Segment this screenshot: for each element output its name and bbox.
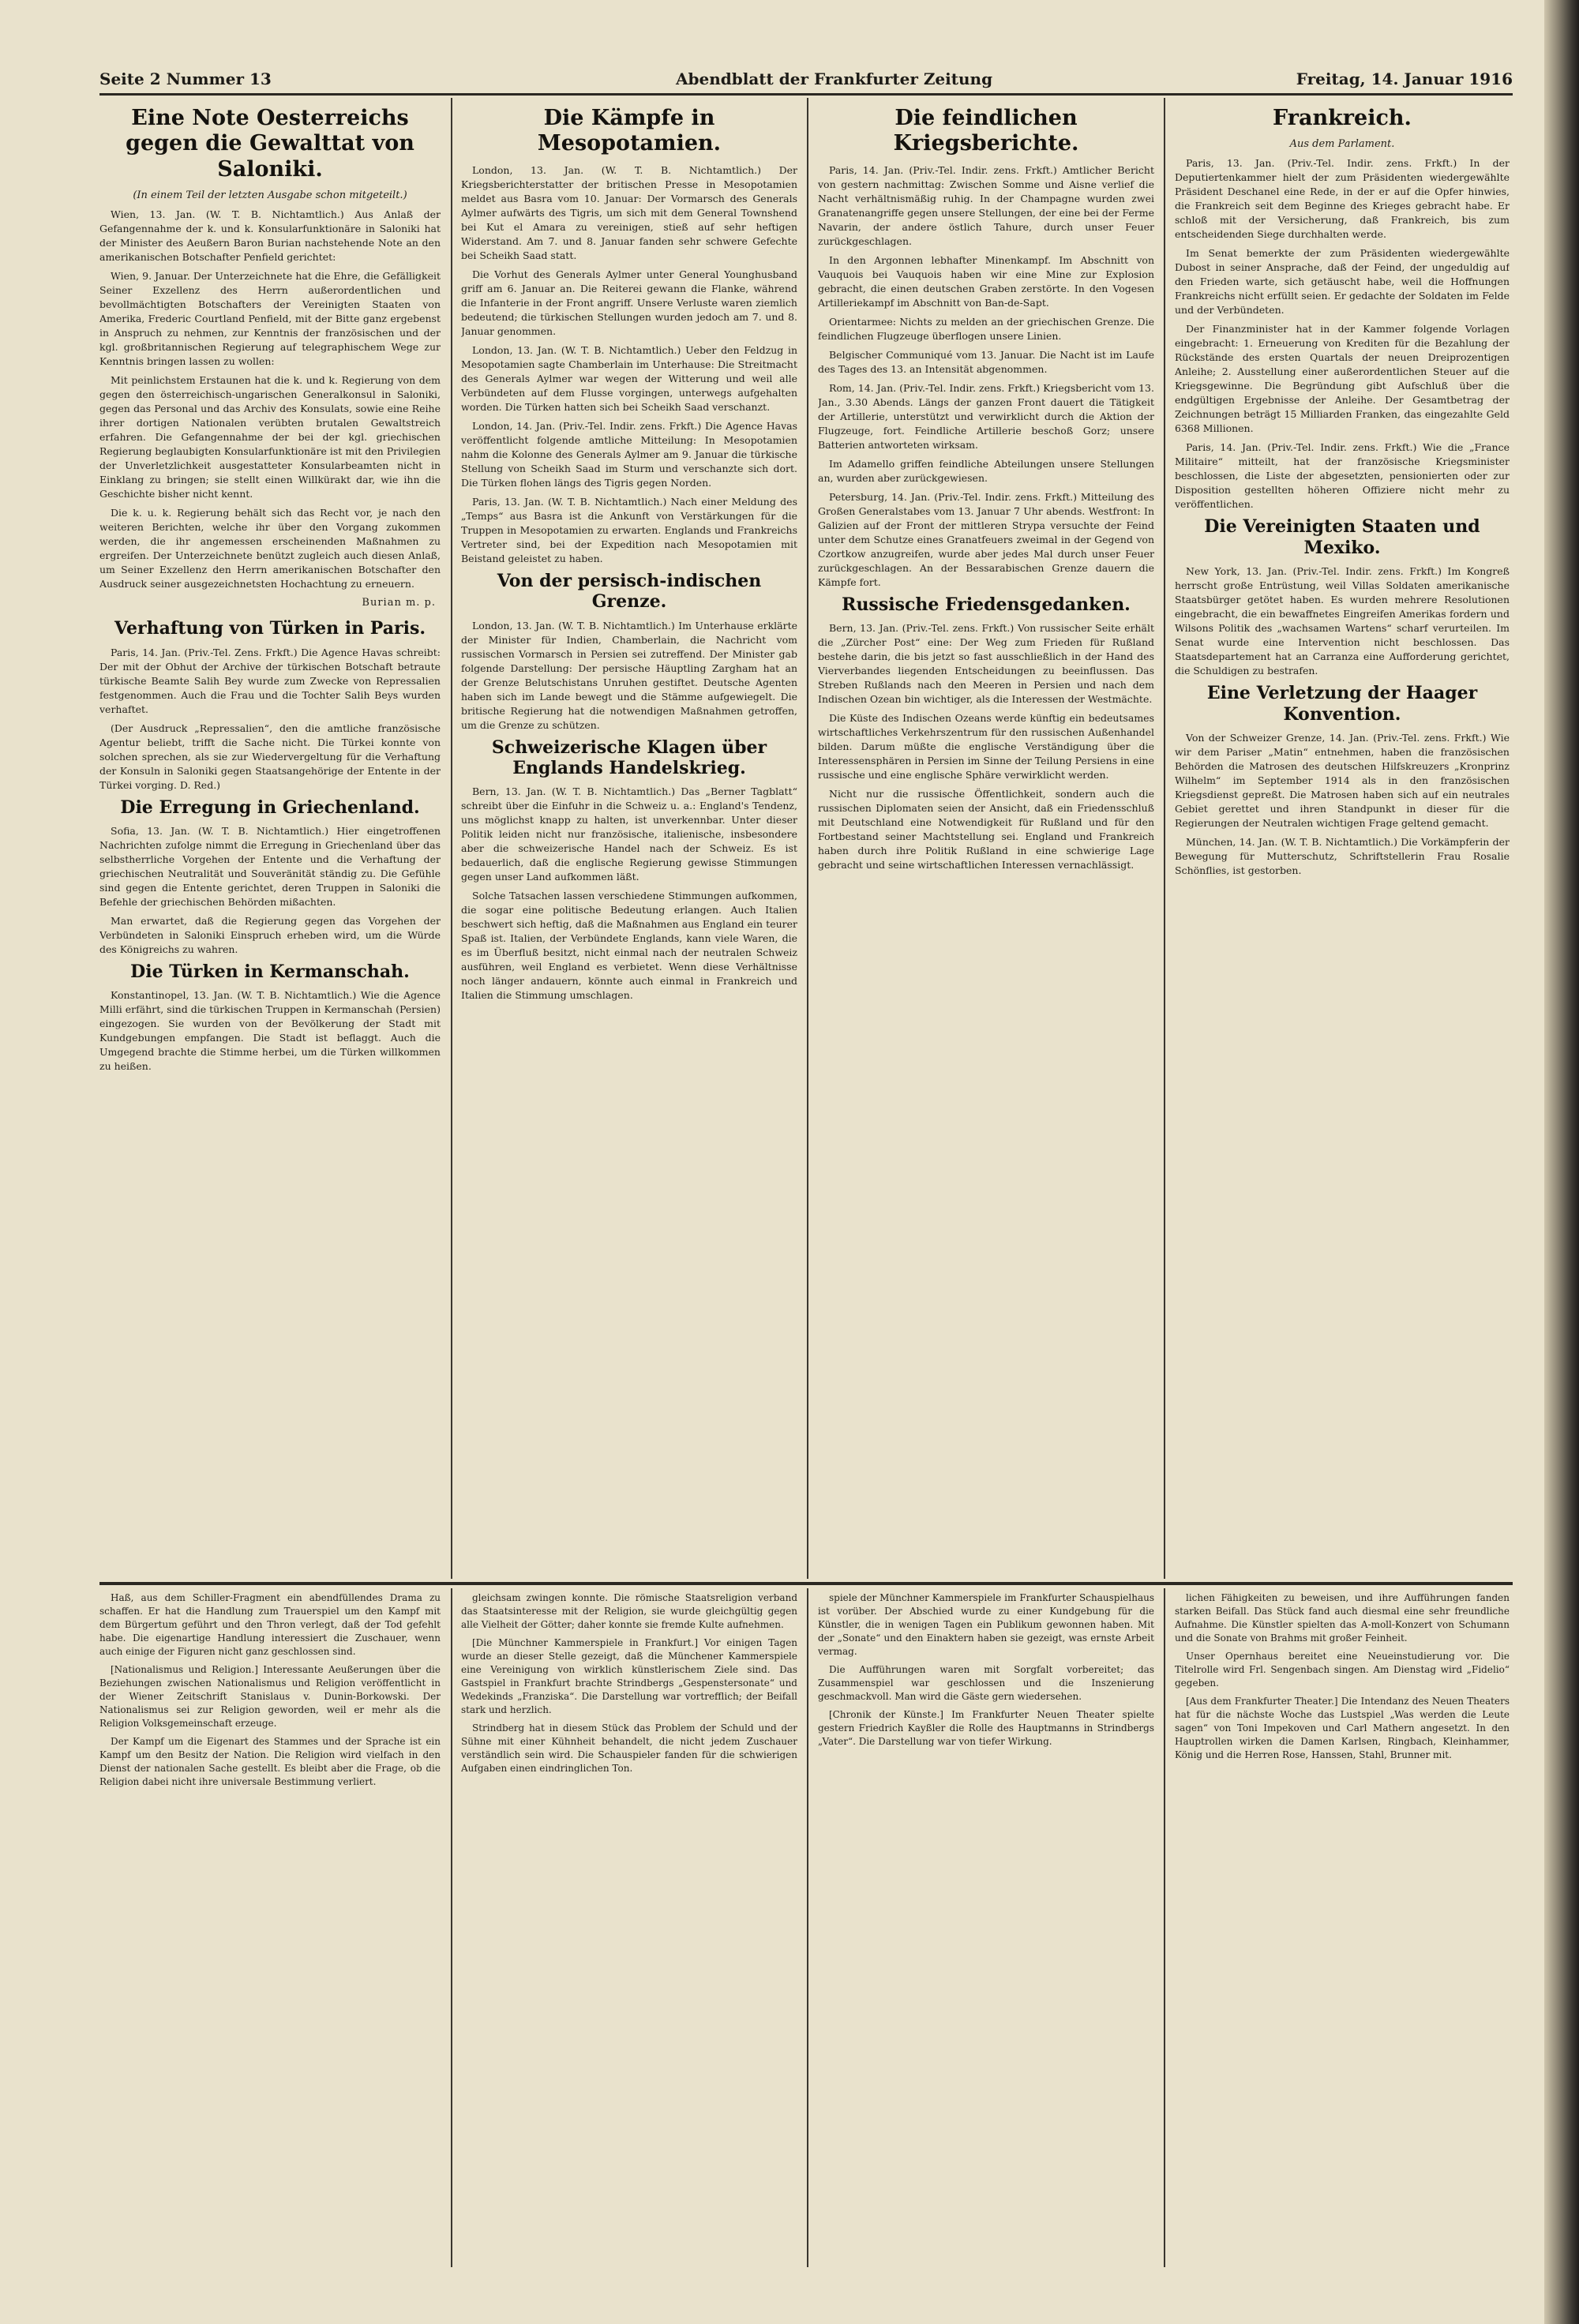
feuilleton-separator: [451, 1588, 452, 2267]
article: [99, 618, 441, 792]
column-1: [99, 101, 441, 1577]
article-paragraph: Solche Tatsachen lassen verschiedene Stimmungen aufkommen, die sogar eine politische Bedeutung erlangen. Auch Italien beschwert sich heftig, daß die Maßnahmen aus England ein teurer Spaß ist. Italien, der Verbündete Englands, kann viele Waren, die es im Überfluß besitzt, nicht einmal nach der neutralen Schweiz ausführen, weil England es verbietet. Wenn diese Verhältnisse noch länger andauern, könnte auch einmal in Frankreich und Italien die Stimmung umschlagen.: [461, 890, 797, 1002]
feuilleton-paragraph: Strindberg hat in diesem Stück das Problem der Schuld und der Sühne mit einer Kühnheit behandelt, die nicht jedem Zuschauer verständlich sein wird. Die Schauspieler fanden für die schwierigen Aufgaben einen eindringlichen Ton.: [461, 1722, 797, 1774]
article-paragraph: Im Senat bemerkte der zum Präsidenten wiedergewählte Dubost in seiner Ansprache, daß der Feind, der ungeduldig auf den Frieden warte, sich getäuscht habe, weil die Hoffnungen Frankreichs nicht erfüllt seien. Er gedachte der Soldaten im Felde und der Verbündeten.: [1175, 247, 1510, 317]
column-2: [461, 101, 797, 1577]
article-paragraph: Man erwartet, daß die Regierung gegen das Vorgehen der Verbündeten in Saloniki Einspruch erheben wird, um die Würde des Königreichs zu wahren.: [99, 914, 441, 955]
feuilleton-column-4: [1175, 1591, 1510, 2262]
article-paragraph: Paris, 14. Jan. (Priv.-Tel. Indir. zens. Frkft.) Wie die „France Militaire“ mitteilt, hat der französische Kriegsminister beschlossen, die Liste der abgesetzten, pensionierten oder zur Disposition gestellten höheren Offiziere nicht mehr zu veröffentlichen.: [1175, 441, 1510, 511]
article-headline: Die Vereinigten Staaten und Mexiko.: [1204, 516, 1480, 558]
feuilleton-column-2: [461, 1591, 797, 2262]
article-headline: Verhaftung von Türken in Paris.: [114, 618, 426, 639]
article-paragraph: London, 13. Jan. (W. T. B. Nichtamtlich.) Im Unterhause erklärte der Minister für Indien, Chamberlain, die Nachricht vom russischen Vormarsch in Persien sei zutreffend. Der Minister gab folgende Darstellung: Der persische Häuptling Zargham hat an der Grenze Belutschistans Unruhen gestiftet. Deutsche Agenten haben sich im Lande bewegt und die Stämme aufgewiegelt. Die britische Regierung hat die notwendigen Maßnahmen getroffen, um die Grenze zu schützen.: [461, 619, 797, 731]
article-headline: Die Türken in Kermanschah.: [130, 961, 410, 982]
article-paragraph: Von der Schweizer Grenze, 14. Jan. (Priv.-Tel. zens. Frkft.) Wie wir dem Pariser „Matin“ entnehmen, haben die französischen Behörden die Matrosen des deutschen Hilfskreuzers „Kronprinz Wilhelm“ im September 1914 als in den französischen Kriegsdienst gepreßt. Die Matrosen haben sich auf ein neutrales Gebiet gerettet und ihren Standpunkt in dieser für die Regierungen der Neutralen wichtigen Frage geltend gemacht.: [1175, 731, 1510, 829]
article-paragraph: London, 13. Jan. (W. T. B. Nichtamtlich.) Ueber den Feldzug in Mesopotamien sagte Chamberlain im Unterhause: Die Streitmacht des Generals Aylmer war wegen der Witterung und weil alle Verbündeten auf dem Flusse vorgingen, unterwegs aufgehalten worden. Die Türken hatten sich bei Scheikh Saad verschanzt.: [461, 343, 797, 413]
article-paragraph: Petersburg, 14. Jan. (Priv.-Tel. Indir. zens. Frkft.) Mitteilung des Großen Generalstabes vom 13. Januar 7 Uhr abends. Westfront: In Galizien auf der Front der mittleren Strypa versuchte der Feind unter dem Schutze eines Granatfeuers zweimal in der Gegend von Czortkow anzugreifen, wurde aber jedes Mal durch unser Feuer zurückgeschlagen. An der Bessarabischen Grenze dauern die Kämpfe fort.: [818, 490, 1154, 588]
article-paragraph: Belgischer Communiqué vom 13. Januar. Die Nacht ist im Laufe des Tages des 13. an Intensität abgenommen.: [818, 348, 1154, 375]
article: [818, 106, 1154, 590]
article-paragraph: Bern, 13. Jan. (Priv.-Tel. zens. Frkft.) Von russischer Seite erhält die „Zürcher Post“ eine: Der Weg zum Frieden für Rußland bestehe darin, die bis jetzt so fast ausschließlich in der Hand des Vierverbandes liegenden Entscheidungen zu beeinflussen. Das Streben Rußlands nach den Meeren in Persien und nach dem Indischen Ozean bin wichtiger, als die Interessen der Westmächte.: [818, 622, 1154, 706]
article-paragraph: Nicht nur die russische Öffentlichkeit, sondern auch die russischen Diplomaten seien der Ansicht, daß ein Friedensschluß mit Deutschland eine Notwendigkeit für Rußland und für den Fortbestand seiner Machtstellung sei. England und Frankreich haben durch ihre Politik Rußland in eine schwierige Lage gebracht und seine wirtschaftlichen Interessen vernachlässigt.: [818, 788, 1154, 872]
feuilleton-paragraph: Die Aufführungen waren mit Sorgfalt vorbereitet; das Zusammenspiel war geschlossen und die Inszenierung geschmackvoll. Man wird die Gäste gern wiedersehen.: [818, 1664, 1154, 1702]
feuilleton-column-3: [818, 1591, 1154, 2262]
article: [1175, 106, 1510, 512]
feuilleton-paragraph: [Chronik der Künste.] Im Frankfurter Neuen Theater spielte gestern Friedrich Kayßler die Rolle des Hauptmanns in Strindbergs „Vater“. Die Darstellung war von tiefer Wirkung.: [818, 1709, 1154, 1747]
article-paragraph: Die Vorhut des Generals Aylmer unter General Younghusband griff am 6. Januar an. Die Reiterei gewann die Flanke, während die Infanterie in der Front angriff. Unsere Verluste waren ziemlich bedeutend; die türkischen Stellungen wurden jedoch am 7. und 8. Januar genommen.: [461, 268, 797, 337]
article-paragraph: Wien, 13. Jan. (W. T. B. Nichtamtlich.) Aus Anlaß der Gefangennahme der k. und k. Konsularfunktionäre in Saloniki hat der Minister des Aeußern Baron Burian nachstehende Note an den amerikanischen Botschafter Penfield gerichtet:: [99, 208, 441, 264]
feuilleton-separator: [807, 1588, 808, 2267]
article-paragraph: Paris, 13. Jan. (W. T. B. Nichtamtlich.) Nach einer Meldung des „Temps“ aus Basra ist die Ankunft von Verstärkungen für die Truppen in Mesopotamien zu erwarten. Englands und Frankreichs Vertreter sind, bei der Expedition nach Mesopotamien mit Beistand geleistet zu haben.: [461, 495, 797, 564]
article-paragraph: London, 14. Jan. (Priv.-Tel. Indir. zens. Frkft.) Die Agence Havas veröffentlicht folgende amtliche Mitteilung: In Mesopotamien nahm die Kolonne des Generals Aylmer am 9. Januar die türkische Stellung von Scheikh Saad im Sturm und verschanzte sich dort. Die Türken flohen längs des Tigris gegen Norden.: [461, 419, 797, 489]
feuilleton-separator: [1164, 1588, 1165, 2267]
article-headline: Die Erregung in Griechenland.: [120, 797, 420, 818]
article-headline: Eine Verletzung der Haager Konvention.: [1206, 683, 1478, 725]
feuilleton-paragraph: Haß, aus dem Schiller-Fragment ein abendfüllendes Drama zu schaffen. Er hat die Handlung zum Trauerspiel um den Kampf mit dem Bürgertum geführt und den Thron verlegt, daß der Tod gefehlt habe. Die eigenartige Handlung interessiert die Zuschauer, wenn auch einige der Figuren nicht ganz geschlossen sind.: [99, 1592, 441, 1657]
article-paragraph: Orientarmee: Nichts zu melden an der griechischen Grenze. Die feindlichen Flugzeuge überflogen unsere Linien.: [818, 315, 1154, 342]
feuilleton-paragraph: Unser Opernhaus bereitet eine Neueinstudierung vor. Die Titelrolle wird Frl. Sengenbach singen. Am Dienstag wird „Fidelio“ gegeben.: [1175, 1651, 1510, 1689]
column-separator: [451, 98, 452, 1579]
article-headline: Von der persisch-indischen Grenze.: [497, 570, 762, 613]
article-paragraph: Die Küste des Indischen Ozeans werde künftig ein bedeutsames wirtschaftliches Verkehrszentrum für den russischen Außenhandel bilden. Darum müßte die englische Verständigung über die Interessensphären in Persien im Sinne der Teilung Persiens in eine russische und eine englische Sphäre verwirklicht werden.: [818, 712, 1154, 782]
feuilleton-paragraph: gleichsam zwingen konnte. Die römische Staatsreligion verband das Staatsinteresse mit der Religion, sie wurde gleichgültig gegen alle Vielheit der Götter; daher konnte sie fremde Kulte aufnehmen.: [461, 1592, 797, 1630]
article: [99, 797, 441, 957]
column-separator: [1164, 98, 1165, 1579]
article-paragraph: München, 14. Jan. (W. T. B. Nichtamtlich.) Die Vorkämpferin der Bewegung für Mutterschutz, Schriftstellerin Frau Rosalie Schönflies, ist gestorben.: [1175, 835, 1510, 876]
article-paragraph: Paris, 14. Jan. (Priv.-Tel. Indir. zens. Frkft.) Amtlicher Bericht von gestern nachmittag: Zwischen Somme und Aisne verlief die Nacht verhältnismäßig ruhig. In der Champagne wurden zwei Granatenangriffe gegen unsere Stellungen, der eine bei der Ferme Navarin, der andere östlich Tahure, durch unser Feuer zurückgeschlagen.: [818, 163, 1154, 247]
article-headline: Die feindlichen Kriegsberichte.: [893, 106, 1079, 156]
feuilleton-paragraph: spiele der Münchner Kammerspiele im Frankfurter Schauspielhaus ist vorüber. Der Abschied wurde zu einer Kundgebung für die Künstler, die in wenigen Tagen ein Publikum gewonnen haben. Mit der „Sonate“ und den Einaktern haben sie gezeigt, was ernste Arbeit vermag.: [818, 1592, 1154, 1657]
article-subhead: (In einem Teil der letzten Ausgabe schon mitgeteilt.): [133, 189, 407, 202]
article-paragraph: Paris, 14. Jan. (Priv.-Tel. Zens. Frkft.) Die Agence Havas schreibt: Der mit der Obhut der Archive der türkischen Botschaft betraute türkische Beamte Salih Bey wurde zum Zwecke von Repressalien festgenommen. Auch die Frau und die Tochter Salih Beys wurden verhaftet.: [99, 646, 441, 715]
article-signature: Burian m. p.: [362, 597, 436, 609]
article-paragraph: Wien, 9. Januar. Der Unterzeichnete hat die Ehre, die Gefälligkeit Seiner Exzellenz des Herrn außerordentlichen und bevollmächtigten Botschafters der Vereinigten Staaten von Amerika, Frederic Courtland Penfield, mit der Bitte ganz ergebenst in Anspruch zu nehmen, zur Kenntnis der französischen und der kgl. großbritannischen Regierung auf telegraphischem Wege zur Kenntnis bringen lassen zu wollen:: [99, 270, 441, 368]
article: [461, 106, 797, 566]
feuilleton-paragraph: lichen Fähigkeiten zu beweisen, und ihre Aufführungen fanden starken Beifall. Das Stück fand auch diesmal eine sehr freundliche Aufnahme. Die Künstler spielten das A-moll-Konzert von Schumann und die Sonate von Brahms mit großer Feinheit.: [1175, 1592, 1510, 1644]
article-paragraph: Sofia, 13. Jan. (W. T. B. Nichtamtlich.) Hier eingetroffenen Nachrichten zufolge nimmt die Erregung in Griechenland über das selbstherrliche Vorgehen der Entente und die Verhaftung der griechischen Neutralität und Souveränität ständig zu. Die Gefühle sind gegen die Entente gerichtet, deren Truppen in Saloniki die Befehle der griechischen Behörden mißachten.: [99, 824, 441, 908]
article-paragraph: Bern, 13. Jan. (W. T. B. Nichtamtlich.) Das „Berner Tagblatt“ schreibt über die Einfuhr in die Schweiz u. a.: England's Tendenz, uns möglichst knapp zu halten, ist unverkennbar. Unter dieser Politik leiden nicht nur französische, italienische, insbesondere aber die schweizerische Handel nach der Schweiz. Es ist bedauerlich, daß die englische Regierung gewisse Stimmungen gegen unser Land aufkommen läßt.: [461, 785, 797, 883]
header-date: Freitag, 14. Januar 1916: [1296, 69, 1513, 88]
header-rule: [99, 93, 1513, 96]
column-4: [1175, 101, 1510, 1577]
article: [818, 594, 1154, 872]
article-paragraph: In den Argonnen lebhafter Minenkampf. Im Abschnitt von Vauquois bei Vauquois haben wir eine Mine zur Explosion gebracht, die einen deutschen Graben zerstörte. In den Vogesen Artilleriekampf im Abschnitt von Ban-de-Sapt.: [818, 253, 1154, 309]
article-paragraph: Paris, 13. Jan. (Priv.-Tel. Indir. zens. Frkft.) In der Deputiertenkammer hielt der zum Präsidenten wiedergewählte Präsident Deschanel eine Rede, in der er auf die Opfer hinwies, die Frankreich seit dem Beginne des Krieges gebracht habe. Er schloß mit der Versicherung, daß Frankreich, bis zum entscheidenden Siege durchhalten werde.: [1175, 157, 1510, 241]
book-binding: [1544, 0, 1579, 2324]
article-paragraph: Im Adamello griffen feindliche Abteilungen unsere Stellungen an, wurden aber zurückgewiesen.: [818, 457, 1154, 484]
article: [1175, 683, 1510, 878]
article-paragraph: Rom, 14. Jan. (Priv.-Tel. Indir. zens. Frkft.) Kriegsbericht vom 13. Jan., 3.30 Abends. Längs der ganzen Front dauert die Tätigkeit der Artillerie, unterstützt und verwirklicht durch die Aktion der Flugzeuge, fort. Feindliche Artillerie beschoß Gorz; unsere Batterien antworteten wirksam.: [818, 381, 1154, 451]
article: [461, 737, 797, 1003]
column-separator: [807, 98, 808, 1579]
feuilleton-column-1: [99, 1591, 441, 2262]
page-header: [99, 69, 1513, 93]
article-headline: Die Kämpfe in Mesopotamien.: [537, 106, 722, 156]
feuilleton-rule: [99, 1582, 1513, 1585]
feuilleton-paragraph: [Nationalismus und Religion.] Interessante Aeußerungen über die Beziehungen zwischen Nationalismus und Religion veröffentlicht in der Wiener Zeitschrift Stanislaus v. Dunin-Borkowski. Der Nationalismus sei zur Religion geworden, weil er mehr als die Religion Volksgemeinschaft erzeuge.: [99, 1664, 441, 1729]
feuilleton-paragraph: [Aus dem Frankfurter Theater.] Die Intendanz des Neuen Theaters hat für die nächste Woche das Lustspiel „Was werden die Leute sagen“ von Toni Impekoven und Carl Mathern angesetzt. In den Hauptrollen wirken die Damen Karlsen, Ringbach, Kleinhammer, König und die Herren Rose, Hanssen, Stahl, Brunner mit.: [1175, 1696, 1510, 1760]
article: [99, 106, 441, 610]
article-paragraph: Mit peinlichstem Erstaunen hat die k. und k. Regierung von dem gegen den österreichisch-ungarischen Generalkonsul in Saloniki, gegen das Personal und das Archiv des Konsulats, sowie eine Reihe ihrer dortigen Nationalen verübten brutalen Gewaltstreich erfahren. Die Gefangennahme der bei der kgl. griechischen Regierung beglaubigten Konsularfunktionäre ist mit den Privilegien der Unverletzlichkeit ausgestatteter Konsularbeamten nicht in Einklang zu bringen; sie stellt einen Willkürakt dar, wie ihn die Geschichte bisher nicht kennt.: [99, 374, 441, 500]
article-headline: Schweizerische Klagen über Englands Handelskrieg.: [491, 737, 767, 778]
article: [461, 571, 797, 733]
article-paragraph: London, 13. Jan. (W. T. B. Nichtamtlich.) Der Kriegsberichterstatter der britischen Presse in Mesopotamien meldet aus Basra vom 10. Januar: Der Vormarsch des Generals Aylmer aufwärts des Tigris, um sich mit dem General Townshend bei Kut el Amara zu vereinigen, stieß auf sehr heftigen Widerstand. Am 7. und 8. Januar fanden sehr schwere Gefechte bei Scheikh Saad statt.: [461, 163, 797, 261]
article-paragraph: (Der Ausdruck „Repressalien“, den die amtliche französische Agentur beliebt, trifft die Sache nicht. Die Türkei konnte von solchen sprechen, als sie zur Wiedervergeltung für die Verhaftung der Konsuln in Saloniki gegen Staatsangehörige der Entente in der Türkei vorging. D. Red.): [99, 722, 441, 791]
feuilleton-paragraph: Der Kampf um die Eigenart des Stammes und der Sprache ist ein Kampf um den Besitz der Nation. Die Religion wird vielfach in den Dienst der nationalen Sache gestellt. Es bleibt aber die Frage, ob die Religion dabei nicht ihre universale Bestimmung verliert.: [99, 1736, 441, 1787]
header-masthead: Abendblatt der Frankfurter Zeitung: [676, 69, 993, 88]
article-headline: Eine Note Oesterreichs gegen die Gewalttat von Saloniki.: [126, 106, 414, 182]
column-3: [818, 101, 1154, 1577]
article-subhead: Aus dem Parlament.: [1289, 138, 1395, 151]
article: [1175, 516, 1510, 678]
feuilleton-paragraph: [Die Münchner Kammerspiele in Frankfurt.] Vor einigen Tagen wurde an dieser Stelle gezeigt, daß die Münchener Kammerspiele eine Vereinigung von wirklich künstlerischem Ziele sind. Das Gastspiel in Frankfurt brachte Strindbergs „Gespenstersonate“ und Wedekinds „Franziska“. Die Darstellung war vortrefflich; der Beifall stark und herzlich.: [461, 1637, 797, 1715]
article-paragraph: Konstantinopel, 13. Jan. (W. T. B. Nichtamtlich.) Wie die Agence Milli erfährt, sind die türkischen Truppen in Kermanschah (Persien) eingezogen. Sie wurden von der Bevölkerung der Stadt mit Kundgebungen empfangen. Die Stadt ist beflaggt. Auch die Umgegend brachte die Stimme herbei, um die Türken willkommen zu heißen.: [99, 989, 441, 1073]
header-page-number: Seite 2 Nummer 13: [99, 69, 272, 88]
article: [99, 961, 441, 1074]
article-headline: Frankreich.: [1273, 106, 1412, 130]
article-paragraph: Der Finanzminister hat in der Kammer folgende Vorlagen eingebracht: 1. Erneuerung von Krediten für die Bezahlung der Rückstände des ersten Quartals der neuen Dreiprozentigen Anleihe; 2. Ausstellung einer außerordentlichen Steuer auf die Kriegsgewinne. Die Begründung gibt Aufschluß über die endgültigen Ergebnisse der Anleihe. Der Gesamtbetrag der Zeichnungen beträgt 15 Milliarden Franken, das eingezahlte Geld 6368 Millionen.: [1175, 323, 1510, 435]
article-paragraph: Die k. u. k. Regierung behält sich das Recht vor, je nach den weiteren Berichten, welche ihr über den Vorgang zukommen werden, die ihr angemessen erscheinenden Maßnahmen zu ergreifen. Der Unterzeichnete benützt zugleich auch diesen Anlaß, um Seiner Exzellenz den Herrn amerikanischen Botschafter den Ausdruck seiner ausgezeichnetsten Hochachtung zu erneuern.: [99, 507, 441, 590]
article-paragraph: New York, 13. Jan. (Priv.-Tel. Indir. zens. Frkft.) Im Kongreß herrscht große Entrüstung, weil Villas Soldaten amerikanische Staatsbürger getötet haben. Es wurden mehrere Resolutionen eingebracht, die ein bewaffnetes Eingreifen Amerikas fordern und Wilsons Politik des „wachsamen Wartens“ scharf verurteilen. Im Senat wurde eine Intervention nicht beschlossen. Das Staatsdepartement hat an Carranza eine Aufforderung gerichtet, die Schuldigen zu bestrafen.: [1175, 565, 1510, 677]
article-headline: Russische Friedensgedanken.: [842, 594, 1131, 615]
